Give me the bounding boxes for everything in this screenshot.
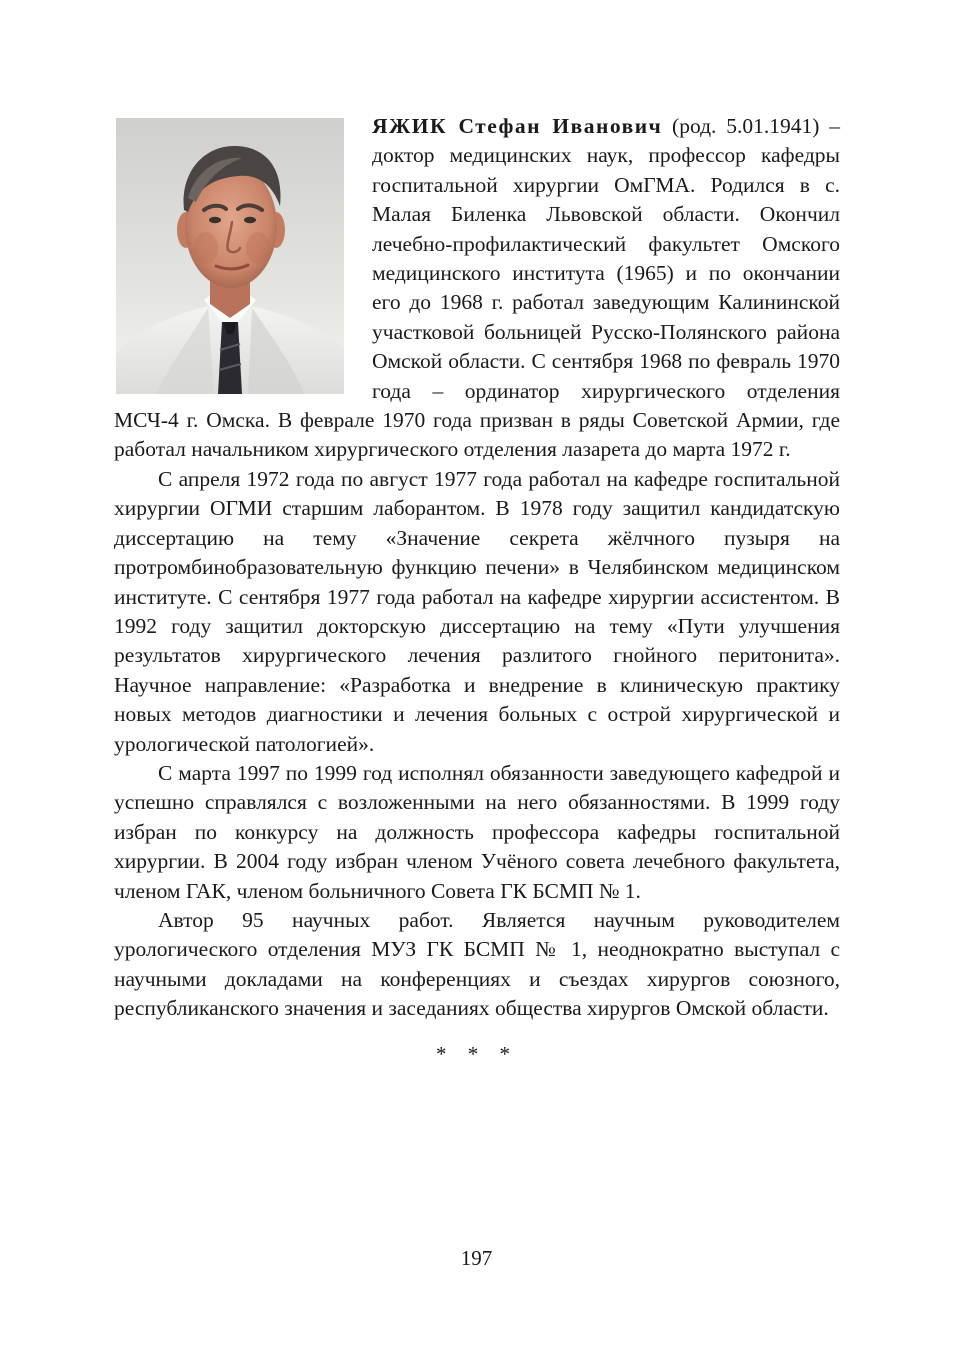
article (114, 112, 840, 1069)
intro-text: (род. 5.01.1941) – доктор медицинских наук, профессор кафедры госпитальной хирургии ОмГМА. Родился в с. Малая Биленка Львовской области. Окончил лечебно-профилактический факультет Омского медицинского института (1965) и по окончании его до 1968 г. работал заведующим Калининской участковой больницей Русско-Полянского района Омской области. С сентября 1968 по февраль 1970 года – ординатор хирургического отделения МСЧ-4 г. Омска. В феврале 1970 года призван в ряды Советской Армии, где работал начальником хирургического отделения лазарета до марта 1972 г. (114, 114, 841, 462)
person-name: ЯЖИК Стефан Иванович (372, 114, 663, 138)
paragraph-department: С марта 1997 по 1999 год исполнял обязанности заведующего кафедрой и успешно справлялся с возложенными на него обязанностями. В 1999 году избран по конкурсу на должность профессора кафедры госпитальной хирургии. В 2004 году избран членом Учёного совета лечебного факультета, членом ГАК, членом больничного Совета ГК БСМП № 1. (114, 760, 840, 903)
portrait-illustration (116, 118, 344, 394)
paragraph-publications: Автор 95 научных работ. Является научным руководителем урологического отделения МУЗ ГК БСМП № 1, неоднократно выступал с научными докладами на конференциях и съездах хирургов союзного, республиканского значения и заседаниях общества хирургов Омской области. (114, 907, 840, 1021)
paragraph-career: С апреля 1972 года по август 1977 года работал на кафедре госпитальной хирургии ОГМИ старшим лаборантом. В 1978 году защитил кандидатскую диссертацию на тему «Значение секрета жёлчного пузыря на протромбинобразовательную функцию печени» в Челябинском медицинском институте. С сентября 1977 года работал на кафедре хирургии ассистентом. В 1992 году защитил докторскую диссертацию на тему «Пути улучшения результатов хирургического лечения разлитого гнойного перитонита». Научное направление: «Разработка и внедрение в клиническую практику новых методов диагностики и лечения больных с острой хирургической и урологической патологией». (114, 466, 840, 756)
portrait-photo (116, 118, 344, 394)
section-separator: * * * (436, 1041, 518, 1066)
page-number: 197 (460, 1246, 493, 1270)
